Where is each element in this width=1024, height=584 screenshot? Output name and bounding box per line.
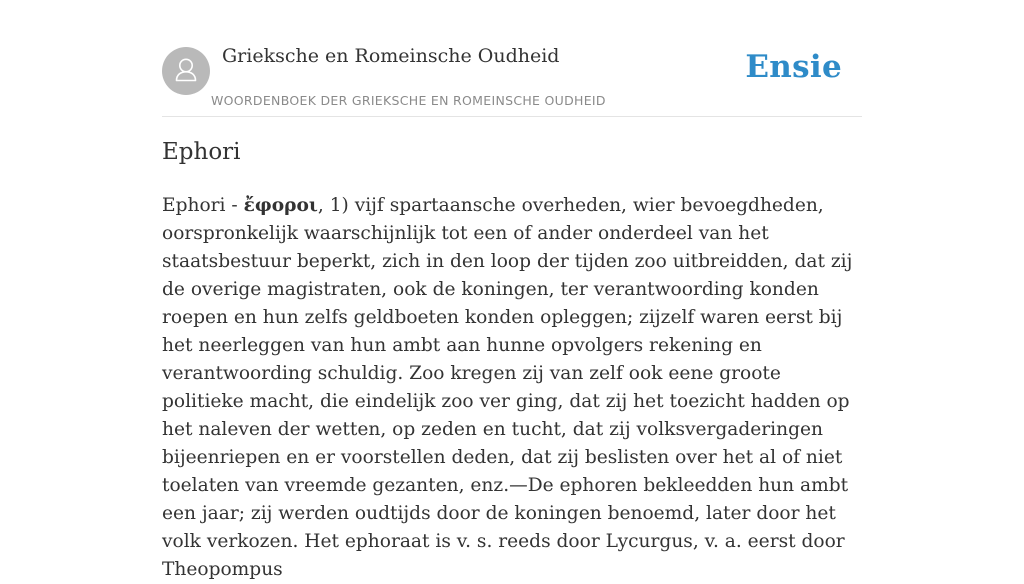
page-title: Ephori [162, 139, 241, 165]
definition-separator: - [225, 195, 244, 216]
definition-body: , 1) vijf spartaansche overheden, wier bevoegdheden, oorspronkelijk waarschijnlijk tot een of ander onderdeel van het staatsbestuur beperkt, zich in den loop der tijden zoo uitbreidden, dat zij de overige magistraten, ook de koningen, ter verantwoording konden roepen en hun zelfs geldboeten konden opleggen; zijzelf waren eerst bij het neerleggen van hun ambt aan hunne opvolgers rekening en verantwoording schuldig. Zoo kregen zij van zelf ook eene groote politieke macht, die eindelijk zoo ver ging, dat zij het toezicht hadden op het naleven der wetten, op zeden en tucht, dat zij volksvergaderingen bijeenriepen en er voorstellen deden, dat zij beslisten over het al of niet toelaten van vreemde gezanten, enz.—De ephoren bekleedden hun ambt een jaar; zij werden oudtijds door de koningen benoemd, later door het volk verkozen. Het ephoraat is v. s. reeds door Lycurgus, v. a. eerst door Theopompus [162, 195, 853, 580]
header [162, 0, 862, 117]
book-title-link[interactable]: Grieksche en Romeinsche Oudheid [222, 45, 560, 67]
user-silhouette-icon [162, 47, 210, 95]
definition-headword: Ephori [162, 195, 226, 216]
definition-text [162, 192, 867, 584]
author-avatar[interactable] [162, 47, 210, 95]
greek-term: ἔφοροι [243, 195, 318, 216]
book-subtitle: WOORDENBOEK DER GRIEKSCHE EN ROMEINSCHE OUDHEID [211, 93, 606, 108]
ensie-logo-link[interactable]: Ensie [745, 49, 842, 85]
